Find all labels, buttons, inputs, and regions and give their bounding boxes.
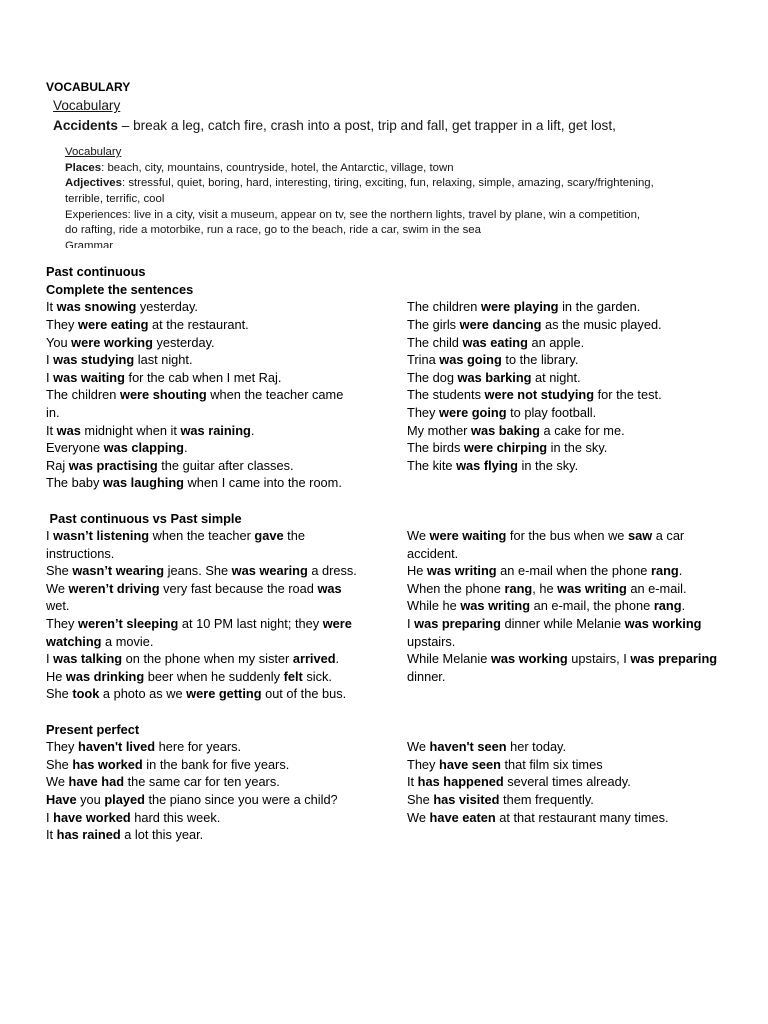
verb-phrase: were (322, 616, 352, 632)
verb-phrase: was working (490, 651, 568, 667)
sentence-text: She (46, 756, 73, 772)
verb-phrase: was wearing (231, 563, 308, 579)
grammar-label: Grammar (65, 239, 114, 248)
sentence-line (46, 316, 407, 334)
sentence-line (407, 527, 746, 545)
grammar-section (46, 263, 746, 492)
sentence-line (407, 422, 746, 440)
vocabulary-screenshot (53, 97, 713, 248)
sentence-text: the (283, 528, 305, 544)
adjectives-list: : stressful, quiet, boring, hard, interesting, tiring, exciting, fun, relaxing, simple, amazing, scary/frightening, (121, 177, 654, 190)
verb-phrase: was laughing (102, 475, 184, 491)
sentence-line (407, 316, 746, 334)
sentence-line (46, 334, 407, 352)
verb-phrase: were playing (480, 299, 559, 315)
sentence-text: He (46, 668, 66, 684)
sentence-text: The birds (407, 440, 464, 456)
adjectives-label: Adjectives (65, 177, 122, 190)
sentence-line (46, 809, 407, 827)
sentence-text: a dress. (307, 563, 357, 579)
verb-phrase: were dancing (459, 316, 542, 332)
sentence-text: The girls (407, 316, 460, 332)
sentence-text: at that restaurant many times. (495, 809, 669, 825)
verb-phrase: has visited (433, 792, 500, 807)
sentence-line (407, 650, 746, 668)
sentence-line (407, 562, 746, 580)
sentence-line (407, 369, 746, 387)
sentence-line (46, 615, 407, 633)
sentence-line (407, 756, 746, 774)
sentence-text: . (678, 563, 683, 579)
sentence-text: I (46, 809, 54, 825)
sentence-text: She (46, 563, 73, 579)
verb-phrase: wasn’t listening (53, 528, 150, 544)
sentence-line (46, 562, 407, 580)
sentence-line (46, 404, 407, 422)
accidents-line (53, 117, 616, 135)
sentence-text: them frequently. (499, 792, 594, 807)
sentence-line (407, 334, 746, 352)
sentence-line (407, 298, 746, 316)
sentence-text: in the sky. (547, 440, 608, 456)
sentence-text: The baby (46, 475, 103, 491)
sentence-text: I (46, 352, 54, 368)
sentence-text: jeans. She (164, 563, 232, 579)
sentence-text: an e-mail when the phone (496, 563, 651, 579)
sentence-line (407, 404, 746, 422)
section-heading: Present perfect (46, 721, 140, 737)
verb-phrase: was studying (53, 352, 135, 368)
verb-phrase: felt (283, 668, 303, 684)
verb-phrase: have eaten (429, 809, 496, 825)
sentence-line (407, 809, 746, 827)
sentence-line (46, 351, 407, 369)
sentence-text: The child (407, 334, 463, 350)
sentence-text: yesterday. (152, 334, 215, 350)
verb-phrase: was (56, 422, 81, 438)
sentence-text: We (407, 809, 430, 825)
verb-phrase: were getting (186, 686, 262, 702)
sentence-text: the guitar after classes. (157, 457, 294, 473)
sentence-text: They (46, 316, 79, 332)
verb-phrase: was going (439, 352, 502, 368)
sentence-line (46, 580, 407, 598)
sentence-text: for the test. (594, 387, 662, 403)
sentence-line (46, 756, 407, 774)
sentence-text: last night. (134, 352, 193, 368)
sentence-text: While he (407, 598, 461, 614)
sentence-text: here for years. (155, 739, 242, 755)
sentence-text: a cake for me. (539, 422, 625, 438)
sentence-text: at 10 PM last night; they (178, 616, 323, 632)
sentence-text: When the phone (407, 580, 505, 596)
left-column (46, 298, 407, 492)
verb-phrase: has rained (56, 827, 121, 843)
verb-phrase: rang (653, 598, 682, 614)
sentence-columns (46, 738, 746, 844)
experiences-continuation: do rafting, ride a motorbike, run a race, go to the beach, ride a car, swim in the sea (65, 224, 481, 237)
sentence-text: her today. (506, 739, 567, 755)
verb-phrase: was writing (460, 598, 531, 614)
sentence-line (46, 457, 407, 475)
verb-phrase: watching (46, 633, 102, 649)
sentence-text: that film six times (500, 756, 603, 772)
sentence-line (407, 773, 746, 791)
verb-phrase: was snowing (56, 299, 137, 315)
sentence-text: It (46, 827, 57, 843)
verb-phrase: was (317, 580, 342, 596)
sentence-text: The children (407, 299, 481, 315)
verb-phrase: haven't lived (78, 739, 156, 755)
sentence-line (46, 422, 407, 440)
verb-phrase: was preparing (630, 651, 718, 667)
sentence-text: , he (532, 580, 558, 596)
sentence-text: She (407, 792, 434, 807)
sentence-text: You (46, 334, 72, 350)
accidents-label: Accidents (53, 118, 118, 133)
sentence-text: at night. (531, 369, 581, 385)
sentence-text: an apple. (527, 334, 585, 350)
sentence-text: The dog (407, 369, 458, 385)
grammar-section (46, 510, 746, 704)
verb-phrase: have had (68, 774, 125, 790)
sentence-text: . (183, 440, 188, 456)
sentence-text: in. (46, 404, 60, 420)
grammar-exercises (46, 263, 746, 844)
sentence-line (407, 597, 746, 615)
section-heading: Past continuous (46, 264, 146, 280)
sentence-text: . (335, 651, 340, 667)
vocab-subtitle: Vocabulary (65, 146, 122, 159)
left-column (46, 738, 407, 844)
sentence-line (407, 633, 746, 651)
sentence-text: out of the bus. (261, 686, 347, 702)
verb-phrase: rang (504, 580, 533, 596)
sentence-text: a photo as we (99, 686, 187, 702)
verb-phrase: was preparing (414, 616, 501, 632)
verb-phrase: were waiting (429, 528, 507, 544)
sentence-text: wet. (46, 598, 70, 614)
verb-phrase: was flying (456, 457, 518, 473)
verb-phrase: haven't seen (429, 739, 507, 755)
sentence-line (407, 580, 746, 598)
sentence-text: hard this week. (130, 809, 221, 825)
sentence-text: We (407, 528, 430, 544)
sentence-text: We (46, 774, 69, 790)
sentence-text: They (407, 756, 440, 772)
sentence-text: . (681, 598, 686, 614)
sentence-text: I (46, 369, 54, 385)
sentence-line (46, 738, 407, 756)
verb-phrase: was baking (471, 422, 540, 438)
sentence-line (407, 738, 746, 756)
sentence-columns (46, 298, 746, 492)
sentence-text: It (46, 299, 57, 315)
sentence-line (407, 545, 746, 563)
left-column (46, 527, 407, 703)
sentence-text: My mother (407, 422, 471, 438)
right-column (407, 527, 746, 703)
sentence-text: upstairs, I (567, 651, 631, 667)
verb-phrase: were chirping (463, 440, 548, 456)
sentence-text: midnight when it (80, 422, 181, 438)
sentence-text: It (407, 774, 418, 790)
sentence-text: We (407, 739, 430, 755)
section-heading: Complete the sentences (46, 281, 194, 297)
sentence-text: in the bank for five years. (142, 756, 290, 772)
vocab-list (65, 145, 654, 248)
sentence-text: in the sky. (517, 457, 579, 473)
sentence-line (46, 773, 407, 791)
sentence-text: an e-mail, the phone (530, 598, 654, 614)
sentence-text: yesterday. (136, 299, 198, 315)
verb-phrase: were going (439, 404, 507, 420)
sentence-text: for the bus when we (506, 528, 628, 544)
sentence-text: beer when he suddenly (144, 668, 284, 684)
sentence-text: very fast because the road (159, 580, 318, 596)
sentence-text: I (407, 616, 415, 632)
grammar-section (46, 721, 746, 844)
sentence-text: Raj (46, 457, 69, 473)
sentence-line (407, 615, 746, 633)
sentence-line (46, 386, 407, 404)
sentence-line (407, 791, 746, 809)
sentence-text: They (407, 404, 440, 420)
verb-phrase: was drinking (65, 668, 145, 684)
verb-phrase: gave (254, 528, 284, 544)
vocab-image-title: Vocabulary (53, 98, 121, 113)
places-line (65, 161, 654, 177)
sentence-line (407, 351, 746, 369)
verb-phrase: were eating (78, 316, 149, 332)
sentence-text: The kite (407, 457, 457, 473)
sentence-text: as the music played. (541, 316, 662, 332)
sentence-text: on the phone when my sister (122, 651, 293, 667)
verb-phrase: took (72, 686, 100, 702)
sentence-text: a lot this year. (120, 827, 204, 843)
verb-phrase: was writing (557, 580, 627, 596)
sentence-text: They (46, 739, 79, 755)
sentence-line (46, 545, 407, 563)
sentence-text: when the teacher came (206, 387, 344, 403)
places-label: Places (65, 161, 102, 174)
right-column (407, 738, 746, 844)
sentence-text: several times already. (503, 774, 631, 790)
sentence-text: the piano since you were a child? (144, 792, 338, 807)
verb-phrase: were working (71, 334, 153, 350)
sentence-text: accident. (407, 545, 459, 561)
sentence-text: It (46, 422, 57, 438)
sentence-text: when I came into the room. (183, 475, 342, 491)
sentence-line (407, 668, 746, 686)
sentence-text: for the cab when I met Raj. (124, 369, 282, 385)
sentence-text: . (250, 422, 255, 438)
verb-phrase: was waiting (53, 369, 125, 385)
sentence-text: at the restaurant. (148, 316, 249, 332)
sentence-line (46, 527, 407, 545)
places-list: : beach, city, mountains, countryside, hotel, the Antarctic, village, town (101, 161, 454, 174)
verb-phrase: arrived (292, 651, 336, 667)
sentence-line (46, 685, 407, 703)
verb-phrase: weren’t driving (68, 580, 160, 596)
sentence-line (46, 474, 407, 492)
sentence-line (46, 439, 407, 457)
sentence-line (46, 668, 407, 686)
sentence-line (407, 439, 746, 457)
sentence-text: a car (652, 528, 685, 544)
verb-phrase: was practising (68, 457, 158, 473)
sentence-text: Trina (407, 352, 440, 368)
verb-phrase: weren’t sleeping (78, 616, 179, 632)
sentence-text: While Melanie (407, 651, 491, 667)
verb-phrase: were shouting (119, 387, 207, 403)
sentence-text: I (46, 651, 54, 667)
right-column (407, 298, 746, 492)
verb-phrase: was writing (426, 563, 497, 579)
section-heading: Past continuous vs Past simple (46, 510, 242, 526)
sentence-line (46, 791, 407, 809)
verb-phrase: was clapping (103, 440, 184, 456)
sentence-text: We (46, 580, 69, 596)
verb-phrase: have worked (53, 809, 131, 825)
sentence-text: the same car for ten years. (124, 774, 280, 790)
sentence-text: The students (407, 387, 485, 403)
sentence-text: Everyone (46, 440, 104, 456)
verb-phrase: saw (627, 528, 653, 544)
sentence-line (407, 457, 746, 475)
sentence-text: She (46, 686, 73, 702)
verb-phrase: wasn’t wearing (72, 563, 165, 579)
sentence-line (407, 386, 746, 404)
adjectives-line (65, 176, 654, 192)
verb-phrase: Have (46, 792, 77, 807)
sentence-text: I (46, 528, 54, 544)
document-heading: VOCABULARY (46, 80, 131, 94)
sentence-line (46, 369, 407, 387)
sentence-text: sick. (302, 668, 332, 684)
adjectives-continuation: terrible, terrific, cool (65, 192, 165, 205)
sentence-text: dinner while Melanie (500, 616, 625, 632)
sentence-line (46, 650, 407, 668)
experiences-line: Experiences: live in a city, visit a museum, appear on tv, see the northern lights, travel by plane, win a competition, (65, 208, 641, 221)
sentence-line (46, 597, 407, 615)
verb-phrase: was eating (462, 334, 528, 350)
verb-phrase: was working (624, 616, 702, 632)
sentence-columns (46, 527, 746, 703)
sentence-text: to the library. (501, 352, 579, 368)
sentence-text: in the garden. (558, 299, 641, 315)
verb-phrase: has worked (72, 756, 143, 772)
sentence-line (46, 298, 407, 316)
sentence-text: to play football. (506, 404, 597, 420)
sentence-text: you (76, 792, 105, 807)
sentence-text: upstairs. (407, 633, 456, 649)
verb-phrase: have seen (439, 756, 501, 772)
sentence-text: They (46, 616, 79, 632)
sentence-text: instructions. (46, 545, 115, 561)
sentence-text: He (407, 563, 427, 579)
verb-phrase: played (104, 792, 145, 807)
verb-phrase: was barking (457, 369, 532, 385)
verb-phrase: was raining (180, 422, 251, 438)
sentence-line (46, 826, 407, 844)
sentence-text: an e-mail. (626, 580, 687, 596)
sentence-text: The children (46, 387, 120, 403)
sentence-line (46, 633, 407, 651)
sentence-text: when the teacher (149, 528, 255, 544)
sentence-text: a movie. (101, 633, 154, 649)
accidents-list: – break a leg, catch fire, crash into a post, trip and fall, get trapper in a lift, get lost, (117, 118, 616, 133)
verb-phrase: were not studying (484, 387, 595, 403)
verb-phrase: rang (650, 563, 679, 579)
verb-phrase: was talking (53, 651, 123, 667)
sentence-text: dinner. (407, 668, 446, 684)
verb-phrase: has happened (417, 774, 504, 790)
